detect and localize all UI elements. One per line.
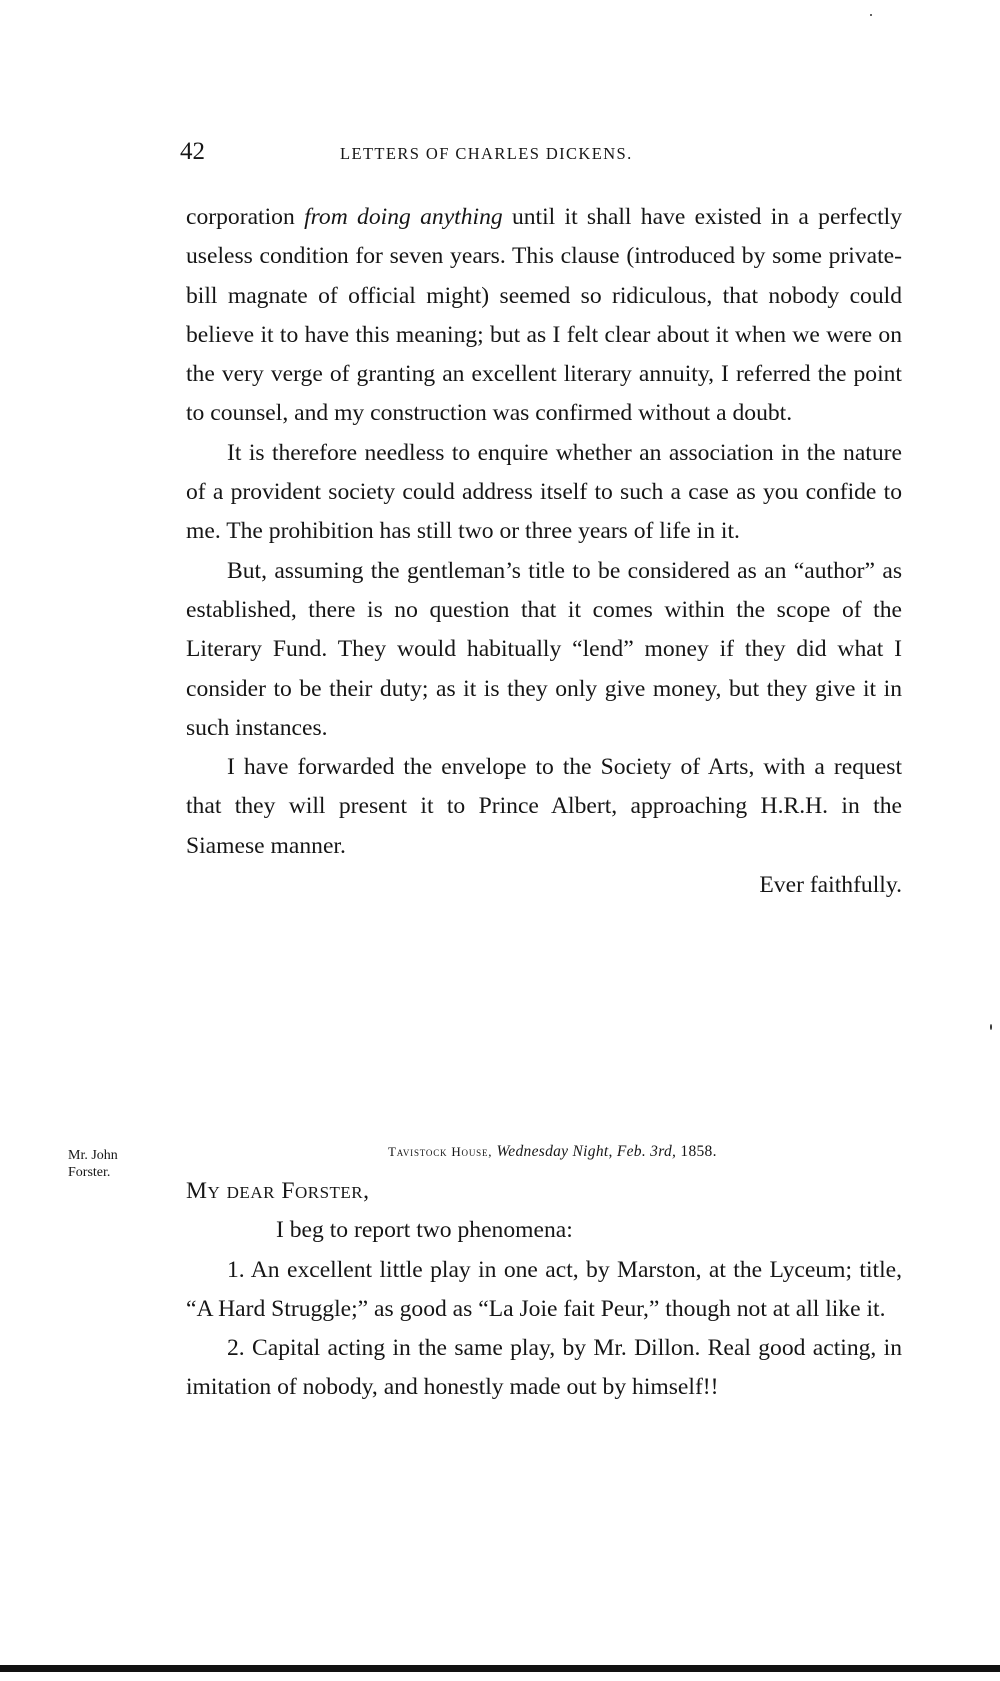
opening-line: I beg to report two phenomena: xyxy=(276,1217,573,1244)
paragraph-4: I have forwarded the envelope to the Society of Arts, with a request that they will present it to Prince Albert, approaching H.R.H. in the Siamese manner. xyxy=(186,754,902,859)
item-1: 1. An excellent little play in one act, by Marston, at the Lyceum; title, “A Hard Struggle;” as good as “La Joie fait Peur,” though not at all like it. xyxy=(186,1256,902,1322)
dateline-year: 1858. xyxy=(680,1143,717,1160)
second-letter xyxy=(186,1172,902,1408)
bottom-rule xyxy=(0,1665,1000,1672)
paragraph-1-start: corporation xyxy=(186,204,305,230)
paragraph-1-rest: until it shall have existed in a perfectly useless condition for seven years. This clause (introduced by some private-bill magnate of official might) seemed so ridiculous, that nobody could believe it to have this meaning; but as I felt clear about it when we were on the very verge of granting an excellent literary annuity, I referred the point to counsel, and my construction was confirmed without a doubt. xyxy=(186,204,902,427)
dateline xyxy=(388,1143,902,1161)
paragraph-2: It is therefore needless to enquire whether an association in the nature of a provident society could address itself to such a case as you confide to me. The prohibition has still two or three years of life in it. xyxy=(186,439,902,545)
margin-note-line-2: Forster. xyxy=(68,1165,111,1180)
closing-line: Ever faithfully. xyxy=(759,872,902,899)
margin-note xyxy=(68,1147,168,1181)
margin-note-line-1: Mr. John xyxy=(68,1148,118,1163)
paragraph-3: But, assuming the gentleman’s title to be considered as an “author” as established, there is no question that it comes within the scope of the Literary Fund. They would habitually “lend” money if they did what I consider to be their duty; as it is they only give money, but they give it in such instances. xyxy=(186,557,902,741)
dateline-time: Wednesday Night, Feb. 3rd, xyxy=(496,1143,677,1160)
scan-speck xyxy=(990,1024,992,1030)
scan-speck xyxy=(870,14,872,16)
running-title: LETTERS OF CHARLES DICKENS. xyxy=(340,144,633,163)
salutation: My dear Forster, xyxy=(186,1178,370,1204)
paragraph-1 xyxy=(186,198,902,434)
item-2: 2. Capital acting in the same play, by Mr. Dillon. Real good acting, in imitation of nobody, and honestly made out by himself!! xyxy=(186,1335,902,1401)
dateline-place: Tavistock House, xyxy=(388,1144,493,1159)
italic-phrase: from doing anything xyxy=(304,204,503,230)
page-number: 42 xyxy=(180,138,205,165)
page-header xyxy=(180,138,900,178)
letter-body xyxy=(186,198,902,905)
